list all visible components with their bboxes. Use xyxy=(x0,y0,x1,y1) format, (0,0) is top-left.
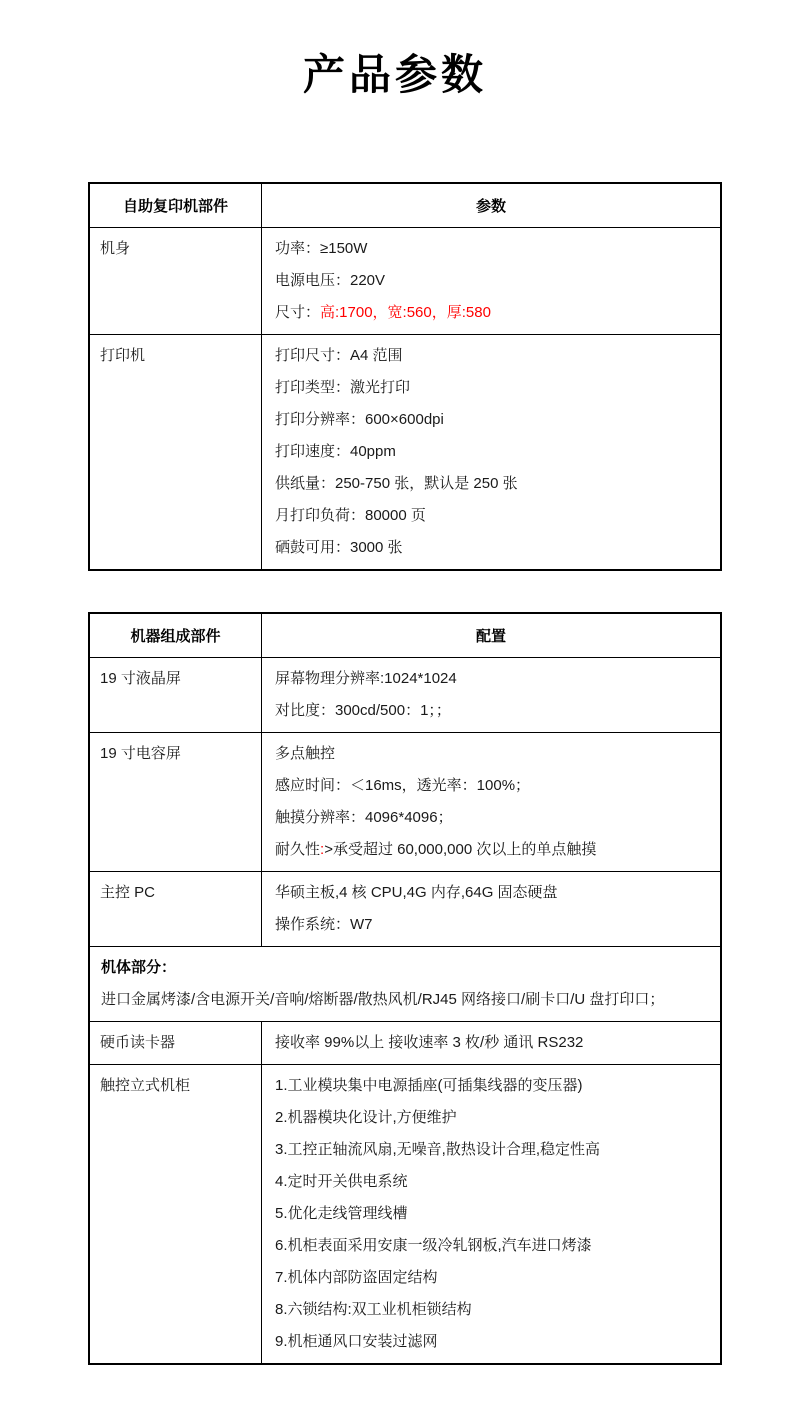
row-content xyxy=(262,872,720,946)
spec-text: >承受超过 60,000,000 次以上的单点触摸 xyxy=(324,841,597,858)
table-row xyxy=(90,871,720,946)
page-title: 产品参数 xyxy=(302,51,487,98)
highlighted-value: : xyxy=(320,841,325,858)
spec-line: 8.六锁结构:双工业机柜锁结构 xyxy=(275,1301,472,1318)
spec-line: 电源电压：220V xyxy=(275,272,386,289)
table-row xyxy=(90,1021,720,1064)
spec-line: 9.机柜通风口安装过滤网 xyxy=(275,1333,438,1350)
spec-line: 6.机柜表面采用安康一级冷轧钢板,汽车进口烤漆 xyxy=(275,1237,592,1254)
table-body xyxy=(90,227,720,569)
spec-line: 1.工业模块集中电源插座(可插集线器的变压器) xyxy=(275,1077,583,1094)
row-label: 机身 xyxy=(90,228,262,334)
row-label: 19 寸液晶屏 xyxy=(90,658,262,732)
spec-text: 尺寸： xyxy=(275,304,321,321)
row-content xyxy=(262,335,720,569)
table-row xyxy=(90,1064,720,1363)
spec-line: 华硕主板,4 核 CPU,4G 内存,64G 固态硬盘 xyxy=(275,884,558,901)
header-cell-parameter: 参数 xyxy=(475,198,506,215)
spec-line: 7.机体内部防盗固定结构 xyxy=(275,1269,438,1286)
spec-line: 进口金属烤漆/含电源开关/音响/熔断器/散热风机/RJ45 网络接口/刷卡口/U 盘打印口； xyxy=(101,991,665,1008)
header-cell-config: 配置 xyxy=(475,628,506,645)
row-content xyxy=(262,733,720,871)
spec-line: 屏幕物理分辨率:1024*1024 xyxy=(275,670,457,687)
row-label: 主控 PC xyxy=(90,872,262,946)
spec-line: 3.工控正轴流风扇,无噪音,散热设计合理,稳定性高 xyxy=(275,1141,601,1158)
table-row xyxy=(90,227,720,334)
row-content xyxy=(262,1065,720,1363)
table-row xyxy=(90,946,720,1021)
spec-line: 2.机器模块化设计,方便维护 xyxy=(275,1109,457,1126)
table-row xyxy=(90,657,720,732)
spec-line: 硒鼓可用：3000 张 xyxy=(275,539,403,556)
spec-line: 操作系统：W7 xyxy=(275,916,373,933)
spec-line: 打印速度：40ppm xyxy=(275,443,396,460)
spec-line: 打印分辨率：600×600dpi xyxy=(275,411,444,428)
table-row xyxy=(90,334,720,569)
machine-components-table xyxy=(88,612,722,1365)
row-content xyxy=(262,658,720,732)
spec-line xyxy=(275,834,714,866)
table-header-row xyxy=(90,184,720,227)
row-content xyxy=(262,1022,720,1064)
row-label: 19 寸电容屏 xyxy=(90,733,262,871)
row-content xyxy=(262,228,720,334)
row-label: 打印机 xyxy=(90,335,262,569)
spec-line: 5.优化走线管理线槽 xyxy=(275,1205,408,1222)
table-header-row xyxy=(90,614,720,657)
spec-line: 功率：≥150W xyxy=(275,240,368,257)
header-cell-component: 自助复印机部件 xyxy=(90,184,262,227)
highlighted-value: 高:1700，宽:560，厚:580 xyxy=(320,304,491,321)
spec-line xyxy=(275,297,714,329)
spec-line: 触摸分辨率：4096*4096； xyxy=(275,809,453,826)
row-label: 硬币读卡器 xyxy=(90,1022,262,1064)
header-cell-component: 机器组成部件 xyxy=(90,614,262,657)
spec-text: 耐久性 xyxy=(275,841,321,858)
table-row xyxy=(90,732,720,871)
spec-line: 机体部分： xyxy=(101,959,177,976)
spec-line: 打印类型：激光打印 xyxy=(275,379,411,396)
copier-parts-table xyxy=(88,182,722,571)
spec-line: 供纸量：250-750 张，默认是 250 张 xyxy=(275,475,518,492)
spec-line: 月打印负荷：80000 页 xyxy=(275,507,426,524)
row-label: 触控立式机柜 xyxy=(90,1065,262,1363)
spec-line: 多点触控 xyxy=(275,745,336,762)
spec-line: 4.定时开关供电系统 xyxy=(275,1173,408,1190)
spec-line: 对比度：300cd/500：1；； xyxy=(275,702,451,719)
spec-line: 打印尺寸：A4 范围 xyxy=(275,347,403,364)
merged-cell xyxy=(90,947,720,1021)
spec-line: 接收率 99%以上 接收速率 3 枚/秒 通讯 RS232 xyxy=(275,1034,584,1051)
table-body xyxy=(90,657,720,1363)
spec-line: 感应时间：＜16ms，透光率：100%； xyxy=(275,777,531,794)
